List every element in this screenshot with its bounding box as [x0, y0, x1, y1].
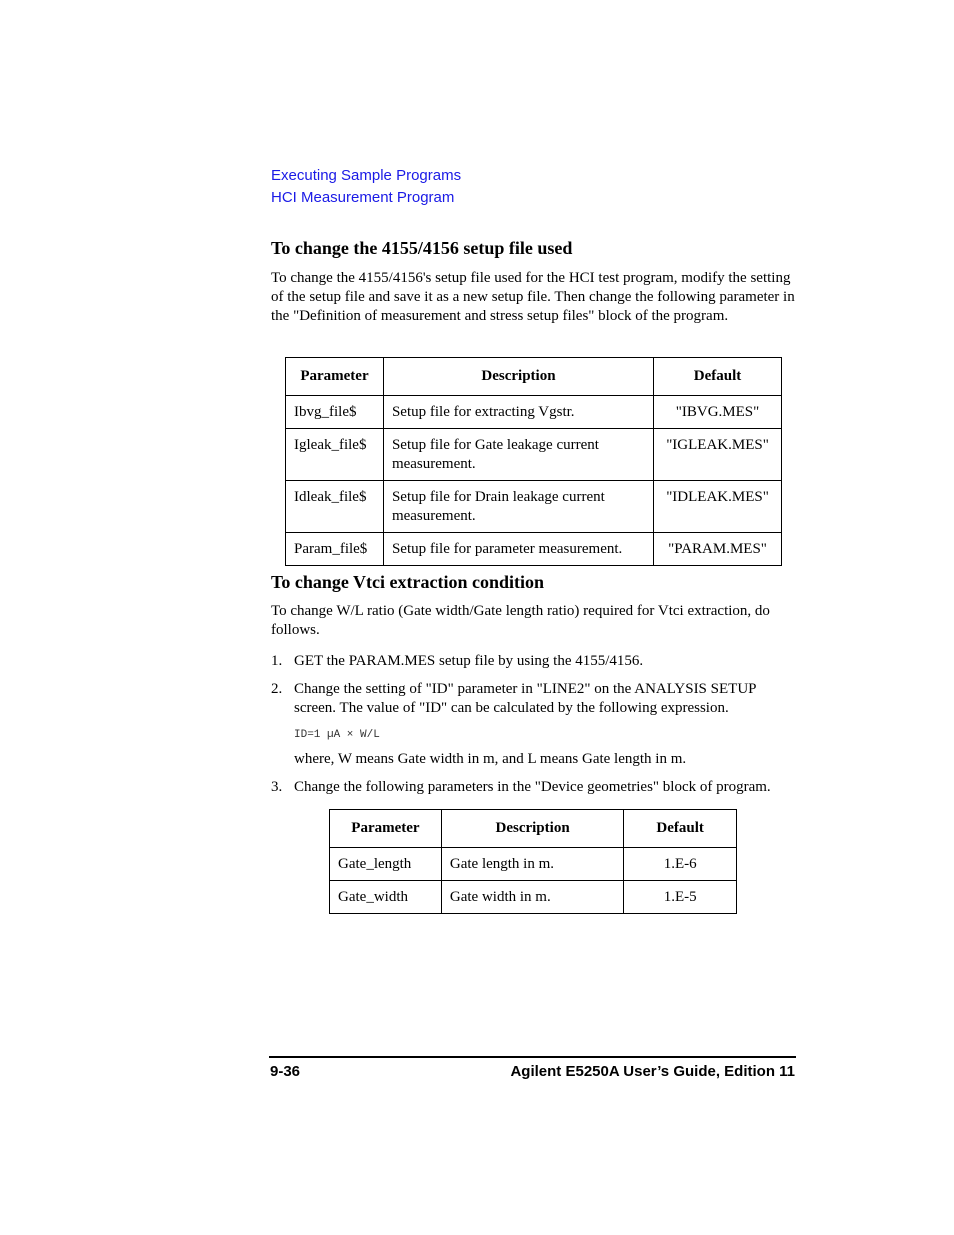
column-header-default: Default: [624, 810, 737, 848]
section-heading-vtci: To change Vtci extraction condition: [271, 572, 544, 592]
table-cell-parameter: Ibvg_file$: [286, 396, 384, 429]
column-header-description: Description: [383, 358, 653, 396]
section-intro-vtci: To change W/L ratio (Gate width/Gate length ratio) required for Vtci extraction, do follows.: [271, 603, 770, 638]
table-cell-default: "IGLEAK.MES": [654, 429, 782, 481]
setup-file-table: [285, 357, 782, 566]
step-number: 3.: [271, 779, 283, 795]
column-header-description: Description: [441, 810, 623, 848]
table-row: [286, 533, 782, 566]
table-row: [286, 396, 782, 429]
column-header-default: Default: [654, 358, 782, 396]
table-cell-parameter: Igleak_file$: [286, 429, 384, 481]
table-row: [330, 881, 737, 914]
table-cell-description: Setup file for Drain leakage current measurement.: [383, 481, 653, 533]
expression-code: ID=1 µA × W/L: [294, 729, 380, 741]
table-cell-default: 1.E-6: [624, 848, 737, 881]
table-cell-default: "IBVG.MES": [654, 396, 782, 429]
table-cell-description: Gate length in m.: [441, 848, 623, 881]
column-header-parameter: Parameter: [330, 810, 442, 848]
table-cell-description: Setup file for extracting Vgstr.: [383, 396, 653, 429]
expression-where-note: where, W means Gate width in m, and L means Gate length in m.: [294, 751, 687, 767]
section-intro-setup-file: To change the 4155/4156's setup file used for the HCI test program, modify the setting of the setup file and save it as a new setup file. Then change the following parameter in the "Definition of measurement and stress setup files" block of the program.: [271, 270, 795, 324]
table-header-row: [286, 358, 782, 396]
table-cell-parameter: Param_file$: [286, 533, 384, 566]
table-cell-description: Gate width in m.: [441, 881, 623, 914]
table-cell-default: 1.E-5: [624, 881, 737, 914]
table-cell-default: "PARAM.MES": [654, 533, 782, 566]
breadcrumb: [271, 165, 461, 209]
table-cell-description: Setup file for parameter measurement.: [383, 533, 653, 566]
step-number: 2.: [271, 681, 283, 697]
table-cell-parameter: Idleak_file$: [286, 481, 384, 533]
step-text: GET the PARAM.MES setup file by using the 4155/4156.: [294, 653, 644, 669]
table-row: [286, 481, 782, 533]
footer-divider: [269, 1056, 796, 1058]
breadcrumb-link-hci-measurement-program[interactable]: HCI Measurement Program: [271, 189, 455, 206]
section-heading-setup-file: To change the 4155/4156 setup file used: [271, 238, 573, 258]
device-geometry-table: [329, 809, 737, 914]
table-header-row: [330, 810, 737, 848]
table-cell-default: "IDLEAK.MES": [654, 481, 782, 533]
table-cell-description: Setup file for Gate leakage current measurement.: [383, 429, 653, 481]
step-text: Change the following parameters in the "Device geometries" block of program.: [294, 779, 771, 795]
footer-page-number: 9-36: [270, 1063, 301, 1080]
table-cell-parameter: Gate_length: [330, 848, 442, 881]
step-text: Change the setting of "ID" parameter in "LINE2" on the ANALYSIS SETUP screen. The value of "ID" can be calculated by the following expression.: [294, 681, 756, 716]
breadcrumb-link-executing-sample-programs[interactable]: Executing Sample Programs: [271, 167, 462, 184]
column-header-parameter: Parameter: [286, 358, 384, 396]
footer-title: Agilent E5250A User’s Guide, Edition 11: [510, 1063, 795, 1080]
table-row: [286, 429, 782, 481]
table-row: [330, 848, 737, 881]
table-cell-parameter: Gate_width: [330, 881, 442, 914]
step-number: 1.: [271, 653, 283, 669]
